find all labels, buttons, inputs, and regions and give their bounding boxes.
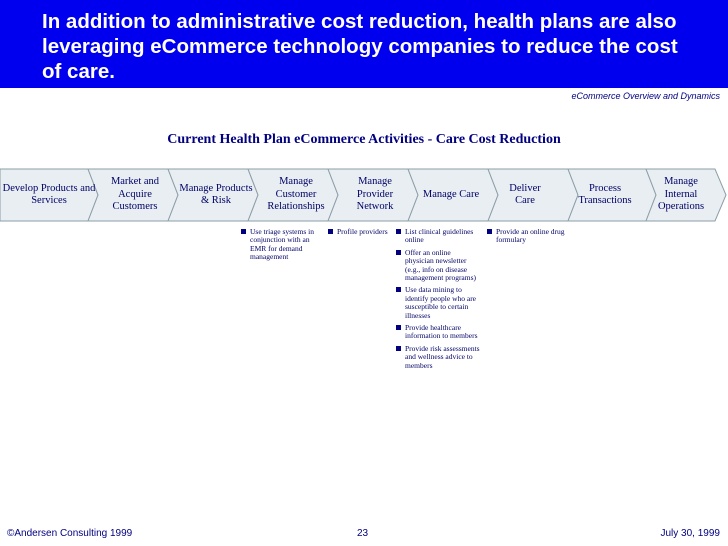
square-bullet-icon: [328, 229, 333, 234]
activities-customer-relationships: [241, 228, 327, 266]
activity-text: Use data mining to identify people who are susceptible to certain illnesses: [405, 285, 477, 320]
activity-text: Offer an online physician newsletter (e.g., info on disease management programs): [405, 247, 477, 283]
stage-internal-operations: Manage Internal Operations: [657, 176, 705, 213]
stage-deliver-care: Deliver Care: [509, 182, 541, 206]
activities-deliver-care: [487, 228, 567, 249]
activity-text: List clinical guidelines online: [405, 227, 474, 245]
title-banner: [0, 0, 728, 88]
square-bullet-icon: [241, 229, 246, 234]
square-bullet-icon: [396, 229, 401, 234]
activity-item: [396, 228, 480, 245]
activity-item: [396, 345, 480, 370]
activities-manage-care: [396, 228, 480, 374]
stage-products-risk: Manage Products & Risk: [179, 182, 253, 206]
activity-item: [328, 228, 402, 236]
footer-date: July 30, 1999: [660, 528, 720, 539]
stage-customer-relationships: Manage Customer Relationships: [267, 176, 325, 213]
square-bullet-icon: [396, 325, 401, 330]
slide-title: In addition to administrative cost reduction, health plans are also leveraging eCommerce technology companies to reduce the cost of care.: [42, 10, 678, 83]
activity-text: Provide an online drug formulary: [496, 227, 565, 245]
activities-provider-network: [328, 228, 402, 240]
footer-copyright: ©Andersen Consulting 1999: [7, 528, 133, 539]
activity-text: Profile providers: [337, 227, 388, 236]
activity-item: [396, 324, 480, 341]
section-subtitle: eCommerce Overview and Dynamics: [571, 91, 720, 101]
activity-item: [241, 228, 327, 262]
activity-text: Use triage systems in conjunction with an EMR for demand management: [250, 227, 314, 262]
value-chain: [0, 168, 728, 222]
activity-item: [396, 249, 480, 283]
stage-develop-products: Develop Products and Services: [2, 182, 96, 206]
stage-process-transactions: Process Transactions: [578, 182, 632, 206]
activity-text: Provide risk assessments and wellness advice to members: [405, 343, 480, 370]
diagram-title: Current Health Plan eCommerce Activities - Care Cost Reduction: [167, 132, 561, 147]
footer-page-number: 23: [357, 528, 369, 539]
square-bullet-icon: [487, 229, 492, 234]
stage-manage-care: Manage Care: [422, 188, 480, 200]
square-bullet-icon: [396, 346, 401, 351]
square-bullet-icon: [396, 250, 401, 255]
activity-item: [487, 228, 567, 245]
stage-provider-network: Manage Provider Network: [356, 176, 394, 213]
activity-item: [396, 286, 480, 320]
activity-text: Provide healthcare information to members: [405, 323, 478, 341]
square-bullet-icon: [396, 287, 401, 292]
stage-market-acquire: Market and Acquire Customers: [110, 176, 160, 213]
